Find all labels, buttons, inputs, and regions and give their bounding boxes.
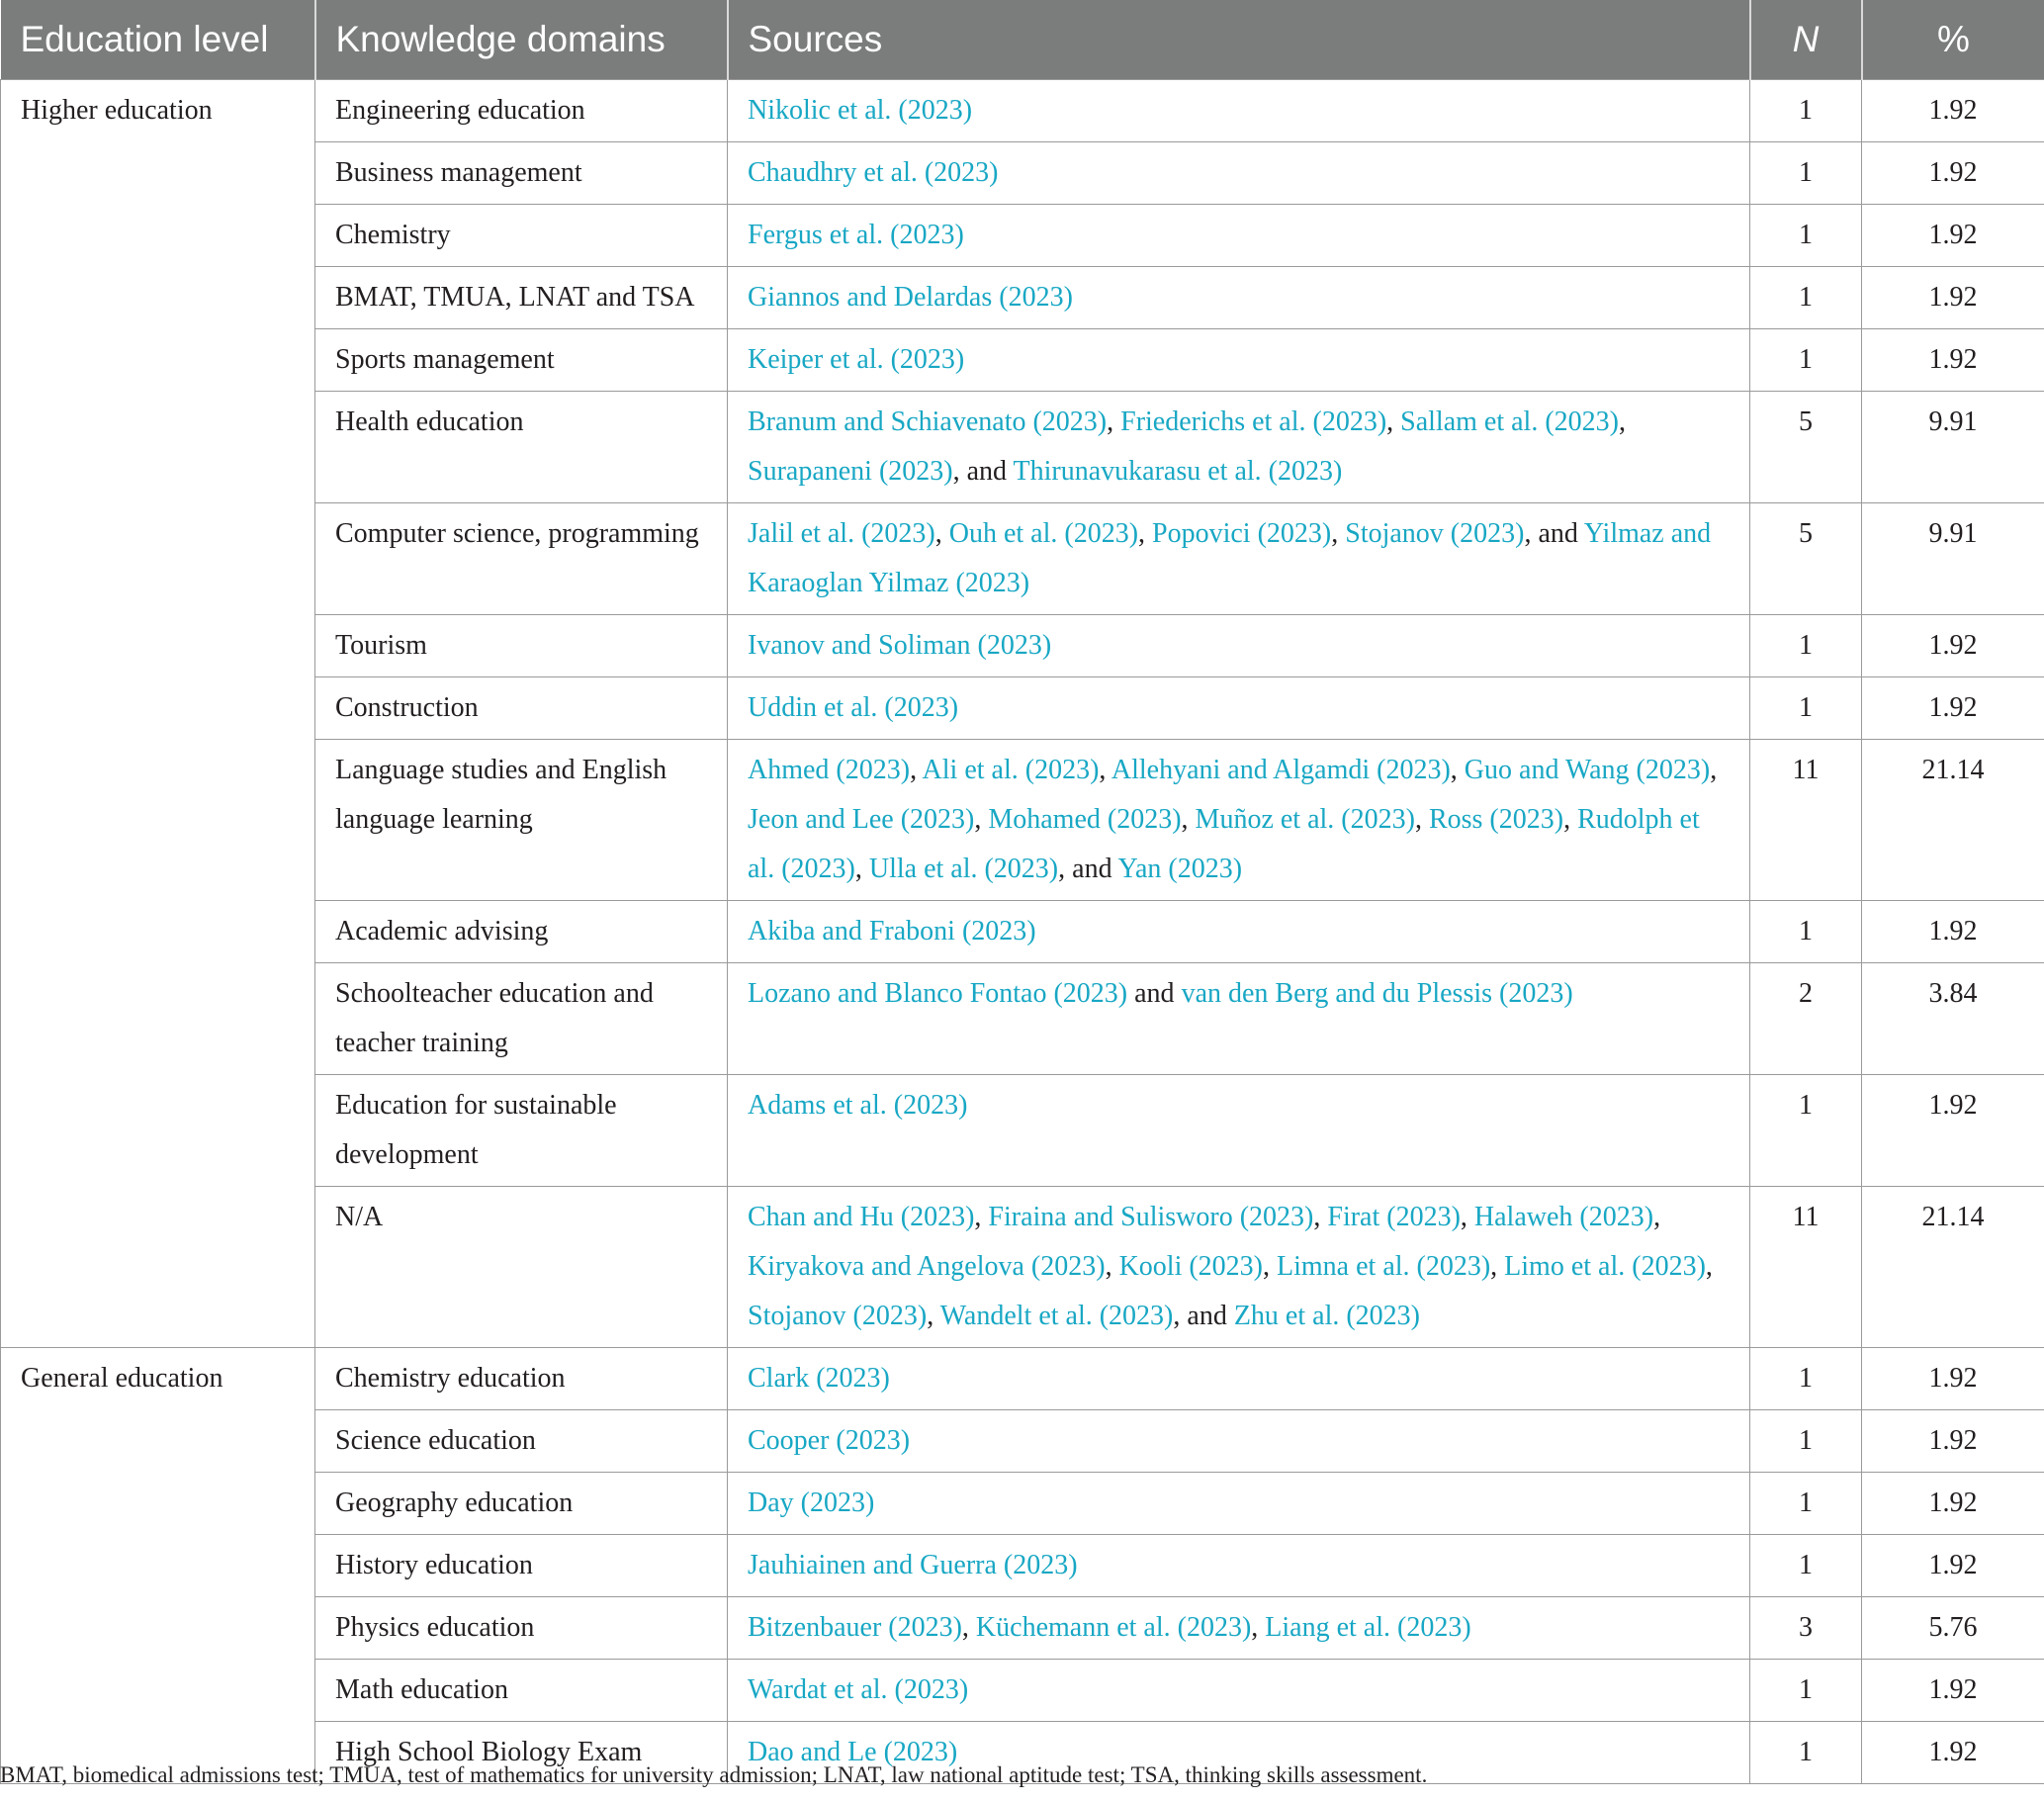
percent-cell: 1.92 — [1862, 328, 2044, 391]
sources-cell — [728, 266, 1750, 328]
source-separator: , — [1251, 1611, 1266, 1643]
source-citation-link[interactable]: Limna et al. (2023) — [1277, 1250, 1491, 1282]
source-separator: , — [1181, 803, 1196, 835]
source-citation-link[interactable]: Dao and Le (2023) — [748, 1736, 958, 1767]
sources-cell — [728, 900, 1750, 962]
knowledge-domain-cell: Business management — [315, 141, 728, 204]
sources-cell — [728, 962, 1750, 1074]
sources-cell — [728, 1347, 1750, 1409]
knowledge-domain-cell: Sports management — [315, 328, 728, 391]
percent-cell: 1.92 — [1862, 900, 2044, 962]
header-knowledge-domains: Knowledge domains — [315, 0, 728, 79]
source-separator: , — [1490, 1250, 1505, 1282]
source-separator: , and — [1173, 1300, 1234, 1331]
source-citation-link[interactable]: Giannos and Delardas (2023) — [748, 281, 1073, 313]
table-footnote: BMAT, biomedical admissions test; TMUA, test of mathematics for university admission; LNAT, law national aptitude test; TSA, thinking skills assessment. — [0, 1762, 1428, 1787]
percent-cell: 1.92 — [1862, 1659, 2044, 1721]
count-cell: 1 — [1750, 1721, 1862, 1783]
source-separator: , — [927, 1300, 940, 1331]
source-citation-link[interactable]: Zhu et al. (2023) — [1233, 1300, 1420, 1331]
source-citation-link[interactable]: Halaweh (2023) — [1473, 1201, 1654, 1232]
knowledge-domain-cell: N/A — [315, 1186, 728, 1347]
knowledge-domain-cell: Academic advising — [315, 900, 728, 962]
header-sources: Sources — [728, 0, 1750, 79]
source-citation-link[interactable]: Uddin et al. (2023) — [748, 691, 959, 723]
source-separator: , — [974, 803, 989, 835]
source-citation-link[interactable]: Chan and Hu (2023) — [748, 1201, 975, 1232]
sources-cell — [728, 1409, 1750, 1472]
source-citation-link[interactable]: Firat (2023) — [1327, 1201, 1461, 1232]
source-citation-link[interactable]: Jauhiainen and Guerra (2023) — [748, 1549, 1078, 1580]
percent-cell: 5.76 — [1862, 1596, 2044, 1659]
source-separator: , — [974, 1201, 989, 1232]
source-citation-link[interactable]: Akiba and Fraboni (2023) — [748, 915, 1036, 946]
source-separator: , — [1705, 1250, 1713, 1282]
source-citation-link[interactable]: Yilmaz and Karaoglan Yilmaz (2023) — [748, 517, 1712, 598]
sources-cell — [728, 1186, 1750, 1347]
knowledge-domain-cell: Construction — [315, 676, 728, 739]
count-cell: 1 — [1750, 1534, 1862, 1596]
source-citation-link[interactable]: Küchemann et al. (2023) — [975, 1611, 1252, 1643]
count-cell: 5 — [1750, 502, 1862, 614]
source-citation-link[interactable]: Firaina and Sulisworo (2023) — [988, 1201, 1314, 1232]
source-citation-link[interactable]: Nikolic et al. (2023) — [748, 94, 973, 126]
source-citation-link[interactable]: Sallam et al. (2023) — [1400, 405, 1619, 437]
count-cell: 1 — [1750, 1074, 1862, 1186]
count-cell: 2 — [1750, 962, 1862, 1074]
percent-cell: 1.92 — [1862, 1472, 2044, 1534]
count-cell: 1 — [1750, 204, 1862, 266]
percent-cell: 1.92 — [1862, 676, 2044, 739]
count-cell: 1 — [1750, 900, 1862, 962]
source-citation-link[interactable]: Ivanov and Soliman (2023) — [748, 629, 1052, 661]
source-citation-link[interactable]: Wandelt et al. (2023) — [939, 1300, 1174, 1331]
table-row — [1, 1347, 2044, 1409]
source-citation-link[interactable]: Fergus et al. (2023) — [748, 219, 964, 250]
source-citation-link[interactable]: Jalil et al. (2023) — [748, 517, 935, 549]
sources-cell — [728, 1534, 1750, 1596]
source-separator: and — [1127, 977, 1182, 1009]
sources-cell — [728, 1074, 1750, 1186]
sources-cell — [728, 328, 1750, 391]
count-cell: 1 — [1750, 1659, 1862, 1721]
header-n: N — [1750, 0, 1862, 79]
percent-cell: 3.84 — [1862, 962, 2044, 1074]
source-citation-link[interactable]: van den Berg and du Plessis (2023) — [1181, 977, 1573, 1009]
knowledge-domain-cell: Language studies and English language learning — [315, 739, 728, 900]
source-citation-link[interactable]: Day (2023) — [748, 1487, 875, 1518]
source-separator: , — [934, 517, 949, 549]
knowledge-domain-cell: Education for sustainable development — [315, 1074, 728, 1186]
knowledge-domain-cell: BMAT, TMUA, LNAT and TSA — [315, 266, 728, 328]
percent-cell: 1.92 — [1862, 204, 2044, 266]
count-cell: 1 — [1750, 1409, 1862, 1472]
sources-cell — [728, 204, 1750, 266]
source-citation-link[interactable]: Muñoz et al. (2023) — [1195, 803, 1415, 835]
sources-cell — [728, 1659, 1750, 1721]
source-separator: , — [1450, 754, 1465, 785]
source-separator: , — [1313, 1201, 1328, 1232]
count-cell: 1 — [1750, 79, 1862, 141]
education-level-cell: General education — [1, 1347, 315, 1783]
source-citation-link[interactable]: Surapaneni (2023) — [748, 455, 953, 487]
source-citation-link[interactable]: Bitzenbauer (2023) — [748, 1611, 962, 1643]
source-citation-link[interactable]: Ulla et al. (2023) — [868, 853, 1059, 884]
count-cell: 1 — [1750, 676, 1862, 739]
count-cell: 1 — [1750, 141, 1862, 204]
percent-cell: 1.92 — [1862, 1347, 2044, 1409]
knowledge-domain-cell: History education — [315, 1534, 728, 1596]
source-separator: , — [1653, 1201, 1661, 1232]
knowledge-domain-cell: Physics education — [315, 1596, 728, 1659]
sources-cell — [728, 739, 1750, 900]
source-citation-link[interactable]: Friederichs et al. (2023) — [1120, 405, 1387, 437]
percent-cell: 1.92 — [1862, 79, 2044, 141]
source-citation-link[interactable]: Ali et al. (2023) — [922, 754, 1100, 785]
source-citation-link[interactable]: Ross (2023) — [1428, 803, 1564, 835]
percent-cell: 1.92 — [1862, 1409, 2044, 1472]
source-separator: , — [1618, 405, 1626, 437]
source-citation-link[interactable]: Adams et al. (2023) — [748, 1089, 968, 1121]
source-citation-link[interactable]: Wardat et al. (2023) — [748, 1673, 969, 1705]
source-citation-link[interactable]: Mohamed (2023) — [988, 803, 1182, 835]
source-separator: , — [1138, 517, 1153, 549]
count-cell: 1 — [1750, 328, 1862, 391]
percent-cell: 1.92 — [1862, 266, 2044, 328]
source-citation-link[interactable]: Ouh et al. (2023) — [948, 517, 1139, 549]
count-cell: 5 — [1750, 391, 1862, 502]
source-citation-link[interactable]: Limo et al. (2023) — [1504, 1250, 1706, 1282]
knowledge-domain-cell: Health education — [315, 391, 728, 502]
source-citation-link[interactable]: Kiryakova and Angelova (2023) — [748, 1250, 1106, 1282]
source-citation-link[interactable]: Lozano and Blanco Fontao (2023) — [748, 977, 1128, 1009]
source-citation-link[interactable]: Cooper (2023) — [748, 1424, 911, 1456]
percent-cell: 1.92 — [1862, 141, 2044, 204]
knowledge-domain-cell: Chemistry — [315, 204, 728, 266]
sources-cell — [728, 614, 1750, 676]
percent-cell: 21.14 — [1862, 739, 2044, 900]
source-separator: , — [1710, 754, 1718, 785]
source-separator: , — [1331, 517, 1346, 549]
count-cell: 1 — [1750, 614, 1862, 676]
percent-cell: 1.92 — [1862, 1721, 2044, 1783]
knowledge-domain-cell: Computer science, programming — [315, 502, 728, 614]
sources-cell — [728, 141, 1750, 204]
count-cell: 3 — [1750, 1596, 1862, 1659]
knowledge-domain-cell: Geography education — [315, 1472, 728, 1534]
source-citation-link[interactable]: Chaudhry et al. (2023) — [748, 156, 999, 188]
source-separator: , — [1263, 1250, 1278, 1282]
knowledge-domain-cell: Tourism — [315, 614, 728, 676]
knowledge-domain-cell: Chemistry education — [315, 1347, 728, 1409]
source-citation-link[interactable]: Allehyani and Algamdi (2023) — [1111, 754, 1451, 785]
source-separator: , and — [1524, 517, 1584, 549]
source-separator: , and — [952, 455, 1014, 487]
source-separator: , — [1563, 803, 1578, 835]
source-citation-link[interactable]: Yan (2023) — [1117, 853, 1243, 884]
knowledge-domain-cell: High School Biology Exam — [315, 1721, 728, 1783]
education-level-cell: Higher education — [1, 79, 315, 1347]
percent-cell: 9.91 — [1862, 502, 2044, 614]
sources-cell — [728, 391, 1750, 502]
source-citation-link[interactable]: Liang et al. (2023) — [1265, 1611, 1471, 1643]
source-separator: , — [1414, 803, 1429, 835]
table-row — [1, 79, 2044, 141]
knowledge-domain-cell: Engineering education — [315, 79, 728, 141]
count-cell: 1 — [1750, 1347, 1862, 1409]
source-separator: , — [854, 853, 869, 884]
header-percent: % — [1862, 0, 2044, 79]
count-cell: 1 — [1750, 266, 1862, 328]
source-citation-link[interactable]: Branum and Schiavenato (2023) — [748, 405, 1108, 437]
knowledge-domain-cell: Schoolteacher education and teacher training — [315, 962, 728, 1074]
count-cell: 11 — [1750, 739, 1862, 900]
source-citation-link[interactable]: Keiper et al. (2023) — [748, 343, 965, 375]
percent-cell: 21.14 — [1862, 1186, 2044, 1347]
percent-cell: 1.92 — [1862, 614, 2044, 676]
source-separator: , — [1105, 1250, 1119, 1282]
source-citation-link[interactable]: Kooli (2023) — [1118, 1250, 1264, 1282]
table-body — [1, 79, 2044, 1783]
sources-cell — [728, 676, 1750, 739]
count-cell: 11 — [1750, 1186, 1862, 1347]
table-header — [1, 0, 2044, 79]
source-citation-link[interactable]: Stojanov (2023) — [748, 1300, 928, 1331]
source-citation-link[interactable]: Clark (2023) — [748, 1362, 890, 1394]
sources-cell — [728, 1596, 1750, 1659]
percent-cell: 9.91 — [1862, 391, 2044, 502]
sources-cell — [728, 502, 1750, 614]
percent-cell: 1.92 — [1862, 1534, 2044, 1596]
source-citation-link[interactable]: Rudolph et al. (2023) — [748, 803, 1700, 884]
source-citation-link[interactable]: Popovici (2023) — [1152, 517, 1332, 549]
knowledge-domain-cell: Science education — [315, 1409, 728, 1472]
source-citation-link[interactable]: Jeon and Lee (2023) — [748, 803, 975, 835]
source-citation-link[interactable]: Ahmed (2023) — [748, 754, 911, 785]
source-citation-link[interactable]: Stojanov (2023) — [1345, 517, 1525, 549]
source-separator: , — [1386, 405, 1401, 437]
source-separator: , — [961, 1611, 976, 1643]
source-citation-link[interactable]: Thirunavukarasu et al. (2023) — [1013, 455, 1343, 487]
source-separator: , and — [1058, 853, 1118, 884]
sources-cell — [728, 1472, 1750, 1534]
sources-cell — [728, 79, 1750, 141]
source-separator: , — [1460, 1201, 1474, 1232]
source-separator: , — [1099, 754, 1111, 785]
source-separator: , — [910, 754, 923, 785]
count-cell: 1 — [1750, 1472, 1862, 1534]
knowledge-domain-cell: Math education — [315, 1659, 728, 1721]
percent-cell: 1.92 — [1862, 1074, 2044, 1186]
source-separator: , — [1107, 405, 1121, 437]
header-education-level: Education level — [1, 0, 315, 79]
source-citation-link[interactable]: Guo and Wang (2023) — [1464, 754, 1711, 785]
